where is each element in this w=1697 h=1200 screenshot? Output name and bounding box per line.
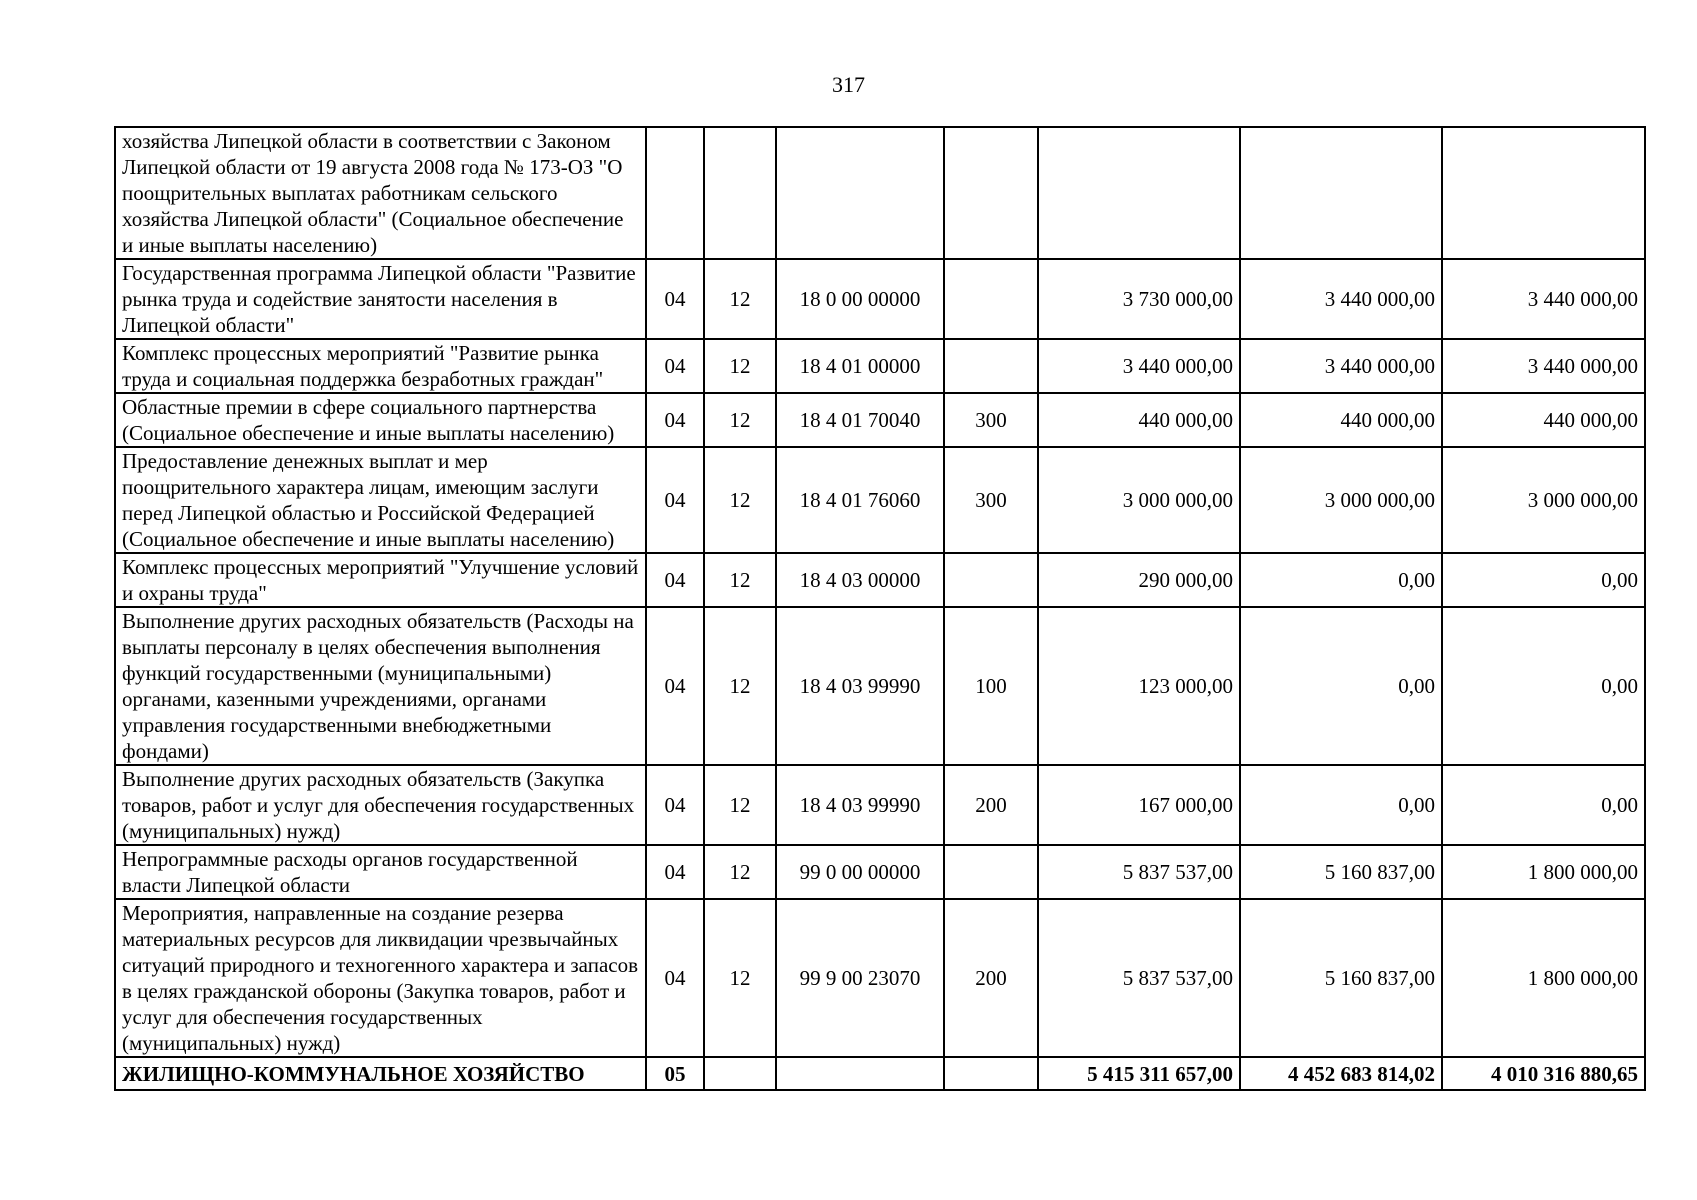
row-target-article: 18 4 03 99990 [776, 607, 944, 765]
row-section: 04 [646, 765, 704, 845]
row-amount-1: 167 000,00 [1038, 765, 1240, 845]
page-number: 317 [832, 72, 865, 97]
row-target-article: 18 4 01 00000 [776, 339, 944, 393]
row-expense-type: 200 [944, 765, 1038, 845]
table-row [115, 607, 1645, 765]
row-section: 04 [646, 447, 704, 553]
row-target-article: 18 0 00 00000 [776, 259, 944, 339]
row-expense-type [944, 259, 1038, 339]
row-expense-type [944, 339, 1038, 393]
row-amount-2 [1240, 127, 1442, 259]
row-name: Комплекс процессных мероприятий "Развитие рынка труда и социальная поддержка безработных граждан" [115, 339, 646, 393]
row-amount-2: 0,00 [1240, 553, 1442, 607]
row-amount-1: 5 837 537,00 [1038, 845, 1240, 899]
row-name: Непрограммные расходы органов государственной власти Липецкой области [115, 845, 646, 899]
row-subsection: 12 [704, 845, 776, 899]
row-expense-type: 100 [944, 607, 1038, 765]
row-amount-3: 0,00 [1442, 765, 1645, 845]
row-name: Выполнение других расходных обязательств (Закупка товаров, работ и услуг для обеспечения государственных (муниципальных) нужд) [115, 765, 646, 845]
row-amount-3 [1442, 127, 1645, 259]
row-name: Предоставление денежных выплат и мер поощрительного характера лицам, имеющим заслуги перед Липецкой областью и Российской Федерацией (Социальное обеспечение и иные выплаты населению) [115, 447, 646, 553]
table-row [115, 339, 1645, 393]
row-section: 04 [646, 259, 704, 339]
row-subsection: 12 [704, 607, 776, 765]
row-amount-2: 0,00 [1240, 607, 1442, 765]
row-subsection: 12 [704, 765, 776, 845]
row-amount-1: 3 000 000,00 [1038, 447, 1240, 553]
row-target-article: 18 4 03 99990 [776, 765, 944, 845]
row-target-article: 18 4 01 76060 [776, 447, 944, 553]
row-target-article [776, 1057, 944, 1090]
row-expense-type: 300 [944, 393, 1038, 447]
row-amount-3: 3 440 000,00 [1442, 259, 1645, 339]
row-subsection: 12 [704, 447, 776, 553]
row-amount-2: 3 440 000,00 [1240, 259, 1442, 339]
row-amount-3: 3 440 000,00 [1442, 339, 1645, 393]
row-amount-2: 3 000 000,00 [1240, 447, 1442, 553]
row-amount-2: 440 000,00 [1240, 393, 1442, 447]
row-expense-type: 200 [944, 899, 1038, 1057]
table-row [115, 127, 1645, 259]
row-amount-3: 1 800 000,00 [1442, 845, 1645, 899]
table-row [115, 845, 1645, 899]
table-row [115, 259, 1645, 339]
row-target-article: 99 9 00 23070 [776, 899, 944, 1057]
row-name: Выполнение других расходных обязательств (Расходы на выплаты персоналу в целях обеспечения выполнения функций государственными (муниципальными) органами, казенными учреждениями, органами управления государственными внебюджетными фондами) [115, 607, 646, 765]
row-amount-2: 4 452 683 814,02 [1240, 1057, 1442, 1090]
row-name: ЖИЛИЩНО-КОММУНАЛЬНОЕ ХОЗЯЙСТВО [115, 1057, 646, 1090]
row-subsection: 12 [704, 553, 776, 607]
table-row [115, 447, 1645, 553]
row-section: 04 [646, 393, 704, 447]
row-expense-type [944, 553, 1038, 607]
row-name: Государственная программа Липецкой области "Развитие рынка труда и содействие занятости населения в Липецкой области" [115, 259, 646, 339]
budget-table [114, 126, 1646, 1091]
row-amount-1: 3 730 000,00 [1038, 259, 1240, 339]
row-amount-2: 5 160 837,00 [1240, 845, 1442, 899]
row-expense-type [944, 1057, 1038, 1090]
row-amount-1: 5 415 311 657,00 [1038, 1057, 1240, 1090]
row-expense-type [944, 845, 1038, 899]
row-amount-1 [1038, 127, 1240, 259]
row-subsection [704, 1057, 776, 1090]
table-row [115, 765, 1645, 845]
row-section: 05 [646, 1057, 704, 1090]
row-amount-1: 5 837 537,00 [1038, 899, 1240, 1057]
row-name: Мероприятия, направленные на создание резерва материальных ресурсов для ликвидации чрезвычайных ситуаций природного и техногенного характера и запасов в целях гражданской обороны (Закупка товаров, работ и услуг для обеспечения государственных (муниципальных) нужд) [115, 899, 646, 1057]
row-name: Областные премии в сфере социального партнерства (Социальное обеспечение и иные выплаты населению) [115, 393, 646, 447]
row-amount-1: 440 000,00 [1038, 393, 1240, 447]
table-row [115, 393, 1645, 447]
table-row-section-total [115, 1057, 1645, 1090]
row-expense-type: 300 [944, 447, 1038, 553]
row-section: 04 [646, 607, 704, 765]
row-target-article: 18 4 01 70040 [776, 393, 944, 447]
row-amount-3: 4 010 316 880,65 [1442, 1057, 1645, 1090]
row-amount-3: 0,00 [1442, 553, 1645, 607]
table-row [115, 899, 1645, 1057]
row-amount-1: 290 000,00 [1038, 553, 1240, 607]
row-amount-3: 3 000 000,00 [1442, 447, 1645, 553]
row-subsection [704, 127, 776, 259]
row-target-article [776, 127, 944, 259]
row-target-article: 99 0 00 00000 [776, 845, 944, 899]
row-subsection: 12 [704, 899, 776, 1057]
row-section [646, 127, 704, 259]
row-amount-3: 1 800 000,00 [1442, 899, 1645, 1057]
row-amount-2: 5 160 837,00 [1240, 899, 1442, 1057]
row-subsection: 12 [704, 339, 776, 393]
row-amount-1: 3 440 000,00 [1038, 339, 1240, 393]
row-section: 04 [646, 553, 704, 607]
row-amount-2: 0,00 [1240, 765, 1442, 845]
row-section: 04 [646, 899, 704, 1057]
row-amount-1: 123 000,00 [1038, 607, 1240, 765]
row-name: хозяйства Липецкой области в соответствии с Законом Липецкой области от 19 августа 2008 года № 173-ОЗ "О поощрительных выплатах работникам сельского хозяйства Липецкой области" (Социальное обеспечение и иные выплаты населению) [115, 127, 646, 259]
row-name: Комплекс процессных мероприятий "Улучшение условий и охраны труда" [115, 553, 646, 607]
row-subsection: 12 [704, 393, 776, 447]
row-expense-type [944, 127, 1038, 259]
row-amount-2: 3 440 000,00 [1240, 339, 1442, 393]
table-row [115, 553, 1645, 607]
row-subsection: 12 [704, 259, 776, 339]
row-amount-3: 0,00 [1442, 607, 1645, 765]
row-target-article: 18 4 03 00000 [776, 553, 944, 607]
row-section: 04 [646, 339, 704, 393]
row-amount-3: 440 000,00 [1442, 393, 1645, 447]
row-section: 04 [646, 845, 704, 899]
